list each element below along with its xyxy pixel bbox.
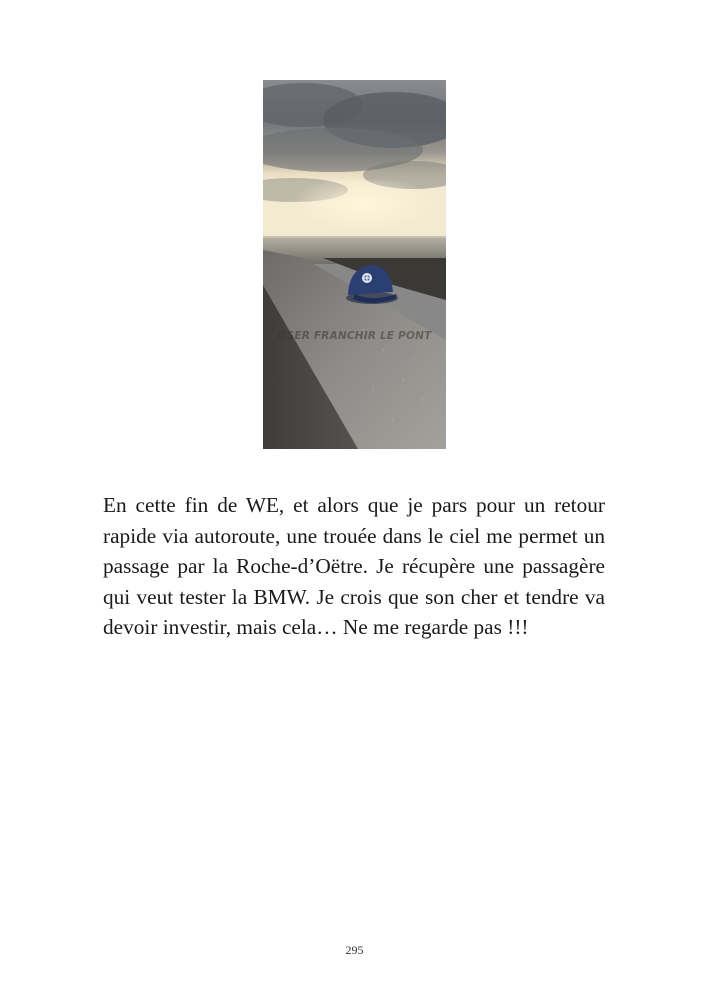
seaside-cap-photo: [263, 80, 446, 449]
photo-graphic: [263, 80, 446, 449]
photo-watermark: OSER FRANCHIR LE PONT: [277, 330, 432, 342]
page-number: 295: [345, 943, 364, 957]
body-paragraph: En cette fin de WE, et alors que je pars pour un retour rapide via autoroute, une trouée dans le ciel me permet un passage par la Roche-d’Oëtre. Je récupère une passagère qui veut tester la BMW. Je crois que son cher et tendre va devoir investir, mais cela… Ne me regarde pas !!!: [103, 493, 605, 640]
